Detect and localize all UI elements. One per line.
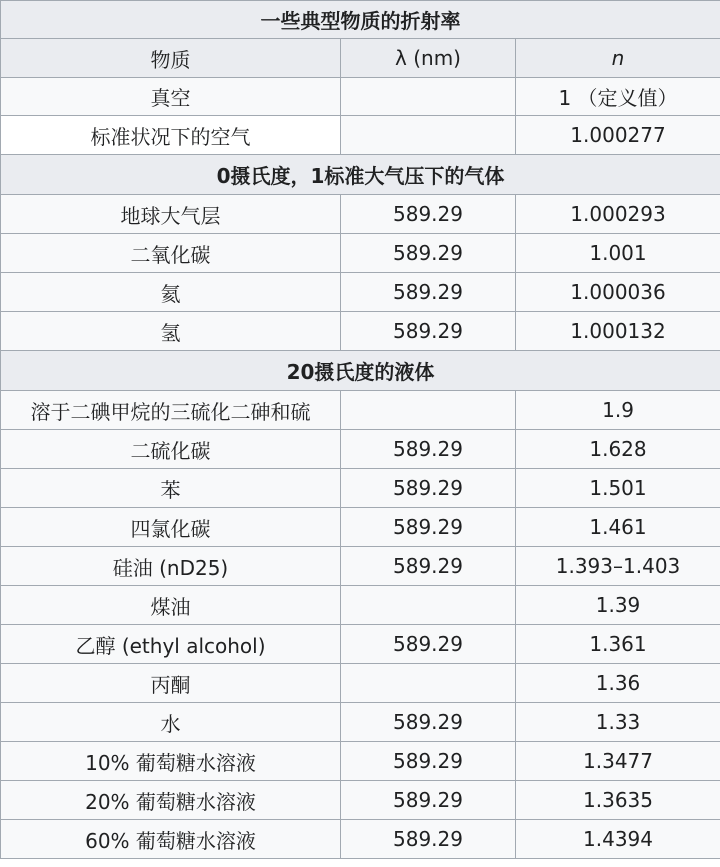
- wavelength-cell: [341, 664, 516, 703]
- table-row: [1, 586, 720, 625]
- refractive-index-cell: 1.501: [516, 469, 720, 508]
- substance-cell: 地球大气层: [1, 195, 341, 234]
- table-title-row: [1, 1, 720, 39]
- column-header-wavelength: λ (nm): [341, 39, 516, 78]
- wavelength-cell: 589.29: [341, 508, 516, 547]
- substance-cell: 四氯化碳: [1, 508, 341, 547]
- table-row: [1, 312, 720, 351]
- refractive-index-cell: 1.000293: [516, 195, 720, 234]
- section-heading: 20摄氏度的液体: [1, 351, 720, 391]
- table-row: [1, 469, 720, 508]
- refractive-index-cell: 1.393–1.403: [516, 547, 720, 586]
- substance-cell: 20% 葡萄糖水溶液: [1, 781, 341, 820]
- table-row: [1, 625, 720, 664]
- refractive-index-cell: 1.4394: [516, 820, 720, 859]
- wavelength-cell: [341, 391, 516, 430]
- refractive-index-cell: 1.3635: [516, 781, 720, 820]
- refractive-index-cell: 1.000132: [516, 312, 720, 351]
- substance-cell: 溶于二碘甲烷的三硫化二砷和硫: [1, 391, 341, 430]
- substance-cell: 丙酮: [1, 664, 341, 703]
- table-row: [1, 273, 720, 312]
- refractive-index-cell: 1.001: [516, 234, 720, 273]
- wavelength-cell: [341, 586, 516, 625]
- wavelength-cell: 589.29: [341, 273, 516, 312]
- wavelength-cell: 589.29: [341, 781, 516, 820]
- refractive-index-cell: 1.361: [516, 625, 720, 664]
- wavelength-cell: 589.29: [341, 430, 516, 469]
- substance-cell: 煤油: [1, 586, 341, 625]
- table-row: [1, 703, 720, 742]
- refractive-index-cell: 1.461: [516, 508, 720, 547]
- column-header-substance: 物质: [1, 39, 341, 78]
- substance-cell: 二硫化碳: [1, 430, 341, 469]
- table-row: [1, 78, 720, 116]
- wavelength-cell: 589.29: [341, 469, 516, 508]
- substance-cell: 60% 葡萄糖水溶液: [1, 820, 341, 859]
- refractive-index-cell: 1.000036: [516, 273, 720, 312]
- table-row: [1, 430, 720, 469]
- wavelength-cell: 589.29: [341, 312, 516, 351]
- substance-cell: 乙醇 (ethyl alcohol): [1, 625, 341, 664]
- table-row: [1, 742, 720, 781]
- section-header-row: [1, 351, 720, 391]
- table-row: [1, 781, 720, 820]
- table-row: [1, 664, 720, 703]
- substance-cell: 真空: [1, 78, 341, 116]
- refractive-index-cell: 1.33: [516, 703, 720, 742]
- substance-cell: 氢: [1, 312, 341, 351]
- refractive-index-cell: 1 （定义值）: [516, 78, 720, 116]
- refractive-index-cell: 1.36: [516, 664, 720, 703]
- substance-cell: 苯: [1, 469, 341, 508]
- table-body: [1, 78, 720, 859]
- refractive-index-cell: 1.3477: [516, 742, 720, 781]
- table-title: 一些典型物质的折射率: [1, 1, 720, 39]
- wavelength-cell: 589.29: [341, 625, 516, 664]
- wavelength-cell: 589.29: [341, 703, 516, 742]
- table-row: [1, 234, 720, 273]
- table-row: [1, 508, 720, 547]
- substance-cell: 二氧化碳: [1, 234, 341, 273]
- column-header-row: [1, 39, 720, 78]
- section-heading: 0摄氏度，1标准大气压下的气体: [1, 155, 720, 195]
- table-row: [1, 391, 720, 430]
- table-row: [1, 116, 720, 155]
- wavelength-cell: [341, 78, 516, 116]
- column-header-n: n: [516, 39, 720, 78]
- substance-cell: 水: [1, 703, 341, 742]
- wavelength-cell: 589.29: [341, 195, 516, 234]
- refractive-index-cell: 1.9: [516, 391, 720, 430]
- wavelength-cell: 589.29: [341, 742, 516, 781]
- refractive-index-cell: 1.628: [516, 430, 720, 469]
- wavelength-cell: 589.29: [341, 547, 516, 586]
- table-row: [1, 820, 720, 859]
- wavelength-cell: 589.29: [341, 820, 516, 859]
- table-row: [1, 547, 720, 586]
- wavelength-cell: [341, 116, 516, 155]
- substance-cell: 标准状况下的空气: [1, 116, 341, 155]
- substance-cell: 硅油 (nD25): [1, 547, 341, 586]
- table-row: [1, 195, 720, 234]
- substance-cell: 氦: [1, 273, 341, 312]
- refractive-index-cell: 1.39: [516, 586, 720, 625]
- wavelength-cell: 589.29: [341, 234, 516, 273]
- refractive-index-cell: 1.000277: [516, 116, 720, 155]
- substance-cell: 10% 葡萄糖水溶液: [1, 742, 341, 781]
- section-header-row: [1, 155, 720, 195]
